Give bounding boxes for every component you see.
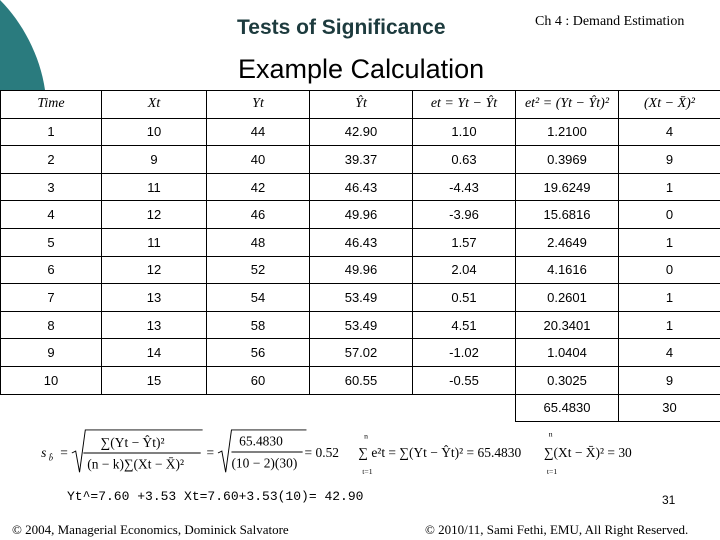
table-cell: 4 — [619, 118, 720, 146]
table-cell: 8 — [1, 311, 102, 339]
column-header: Yt — [207, 91, 310, 119]
table-row — [1, 311, 720, 339]
table-row — [1, 339, 720, 367]
table-header-row — [1, 91, 720, 119]
table-cell: -0.55 — [413, 366, 516, 394]
table-cell: 40 — [207, 146, 310, 174]
table-row — [1, 228, 720, 256]
table-cell: 0 — [619, 201, 720, 229]
table-cell: 14 — [102, 339, 207, 367]
footer-left-copyright: © 2004, Managerial Economics, Dominick Salvatore — [12, 522, 289, 537]
table-cell: 0.51 — [413, 284, 516, 312]
column-header: (Xt − X̄)² — [619, 91, 720, 119]
formula-numerator-sum: ∑(Yt − Ŷt)² — [100, 435, 165, 451]
table-cell: 1.57 — [413, 228, 516, 256]
table-cell: -4.43 — [413, 173, 516, 201]
table-cell: 57.02 — [310, 339, 413, 367]
table-row — [1, 118, 720, 146]
slide-subtitle: Example Calculation — [238, 54, 485, 84]
table-cell: 1 — [619, 228, 720, 256]
totals-row — [1, 394, 720, 422]
table-cell: -3.96 — [413, 201, 516, 229]
table-cell: 15.6816 — [516, 201, 619, 229]
column-header: Xt — [102, 91, 207, 119]
column-header: et = Yt − Ŷt — [413, 91, 516, 119]
chapter-label: Ch 4 : Demand Estimation — [535, 14, 685, 29]
table-row — [1, 256, 720, 284]
table-cell: 5 — [1, 228, 102, 256]
svg-text:t=1: t=1 — [362, 467, 373, 477]
footer-right-copyright: © 2010/11, Sami Fethi, EMU, All Right Reserved. — [425, 522, 689, 537]
table-cell: 9 — [102, 146, 207, 174]
table-cell: 2.4649 — [516, 228, 619, 256]
table-cell: 46.43 — [310, 173, 413, 201]
column-header: et² = (Yt − Ŷt)² — [516, 91, 619, 119]
table-cell: 48 — [207, 228, 310, 256]
formula-numerator-value: 65.4830 — [239, 433, 283, 449]
formula-sum-residuals: ∑ e²t = ∑(Yt − Ŷt)² = 65.4830 — [358, 444, 522, 460]
table-cell: 12 — [102, 256, 207, 284]
table-cell: 1.2100 — [516, 118, 619, 146]
svg-text:=: = — [60, 444, 68, 460]
column-header: Time — [1, 91, 102, 119]
slide-title: Tests of Significance — [237, 16, 446, 39]
table-cell: 4 — [619, 339, 720, 367]
table-cell: 52 — [207, 256, 310, 284]
total-cell: 65.4830 — [516, 394, 619, 422]
table-cell: 60.55 — [310, 366, 413, 394]
svg-text:=: = — [206, 444, 215, 460]
table-cell: 1 — [619, 284, 720, 312]
table-cell: 20.3401 — [516, 311, 619, 339]
table-cell: 13 — [102, 311, 207, 339]
table-cell: 9 — [619, 146, 720, 174]
table-cell: 1 — [619, 173, 720, 201]
table-cell: 0.2601 — [516, 284, 619, 312]
table-cell: 58 — [207, 311, 310, 339]
total-cell: 30 — [619, 394, 720, 422]
svg-text:n: n — [548, 429, 553, 439]
table-cell: 60 — [207, 366, 310, 394]
formula-result: = 0.52 — [304, 444, 340, 460]
table-cell: 13 — [102, 284, 207, 312]
table-row — [1, 366, 720, 394]
table-cell: 46.43 — [310, 228, 413, 256]
corner-decoration — [0, 0, 50, 90]
table-cell: 1 — [1, 118, 102, 146]
table-cell: 49.96 — [310, 201, 413, 229]
formula-sb-label: s — [41, 444, 47, 460]
table-cell: 49.96 — [310, 256, 413, 284]
svg-text:n: n — [364, 431, 368, 441]
table-cell: 4 — [1, 201, 102, 229]
table-cell: 11 — [102, 173, 207, 201]
table-cell: 19.6249 — [516, 173, 619, 201]
formula-denominator-value: (10 − 2)(30) — [231, 455, 298, 471]
column-header: Ŷt — [310, 91, 413, 119]
table-cell: 12 — [102, 201, 207, 229]
calculation-table — [0, 90, 720, 422]
table-cell: 4.51 — [413, 311, 516, 339]
page-number: 31 — [662, 493, 676, 507]
table-cell: 0.3969 — [516, 146, 619, 174]
table-cell: 0 — [619, 256, 720, 284]
table-cell: 6 — [1, 256, 102, 284]
table-row — [1, 173, 720, 201]
table-cell: 53.49 — [310, 284, 413, 312]
table-cell: 42.90 — [310, 118, 413, 146]
formula-sb-sub: b̂ — [48, 452, 54, 463]
table-row — [1, 201, 720, 229]
table-cell: 4.1616 — [516, 256, 619, 284]
table-row — [1, 284, 720, 312]
table-cell: 2.04 — [413, 256, 516, 284]
table-cell: 9 — [619, 366, 720, 394]
formula-denominator-sum: (n − k)∑(Xt − X̄)² — [87, 456, 185, 472]
table-cell: -1.02 — [413, 339, 516, 367]
table-cell: 44 — [207, 118, 310, 146]
table-cell: 10 — [1, 366, 102, 394]
table-cell: 0.3025 — [516, 366, 619, 394]
table-row — [1, 146, 720, 174]
svg-text:t=1: t=1 — [546, 467, 558, 477]
table-cell: 1.10 — [413, 118, 516, 146]
table-cell: 15 — [102, 366, 207, 394]
table-cell: 42 — [207, 173, 310, 201]
table-cell: 1 — [619, 311, 720, 339]
table-cell: 2 — [1, 146, 102, 174]
table-cell: 3 — [1, 173, 102, 201]
table-cell: 7 — [1, 284, 102, 312]
table-cell: 53.49 — [310, 311, 413, 339]
table-cell: 54 — [207, 284, 310, 312]
table-cell: 56 — [207, 339, 310, 367]
table-cell: 0.63 — [413, 146, 516, 174]
formula-sum-x-deviation: ∑(Xt − X̄)² = 30 — [543, 444, 632, 460]
standard-error-formula — [28, 428, 708, 478]
table-cell: 46 — [207, 201, 310, 229]
table-cell: 1.0404 — [516, 339, 619, 367]
table-cell: 9 — [1, 339, 102, 367]
table-cell: 10 — [102, 118, 207, 146]
table-cell: 11 — [102, 228, 207, 256]
table-cell: 39.37 — [310, 146, 413, 174]
regression-caption: Yt^=7.60 +3.53 Xt=7.60+3.53(10)= 42.90 — [67, 489, 364, 504]
